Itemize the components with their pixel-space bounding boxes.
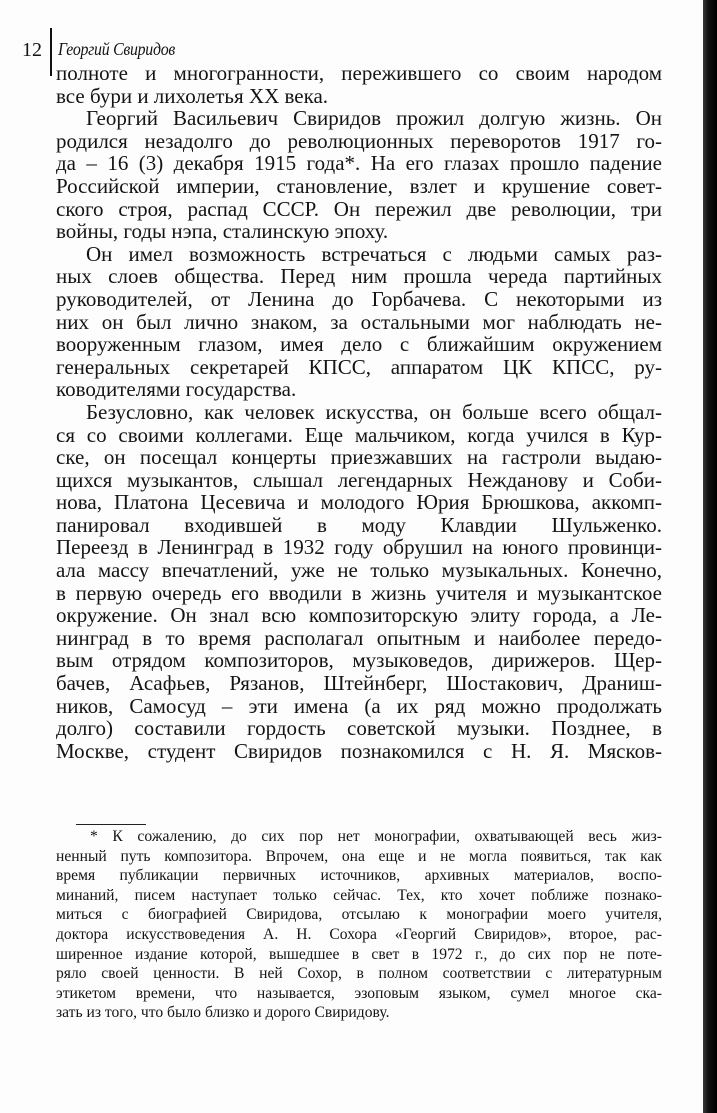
text-line: Безусловно, как человек искусства, он больше всего общал- <box>86 399 662 424</box>
page-edge-shadow <box>703 0 717 1113</box>
footnote-line: ряло своей ценности. В ней Сохор, в полном соответствии с литературным <box>56 965 662 983</box>
text-line: Российской империи, становление, взлет и крушение совет- <box>56 173 662 198</box>
text-line: вым отрядом композиторов, музыковедов, дирижеров. Щер- <box>56 648 662 673</box>
text-line: окружение. Он знал всю композиторскую элиту города, а Ле- <box>56 603 662 628</box>
text-line: Георгий Васильевич Свиридов прожил долгую жизнь. Он <box>86 106 662 131</box>
footnote-separator <box>76 824 146 825</box>
text-line: щихся музыкантов, слышал легендарных Нежданову и Соби- <box>56 467 662 492</box>
footnote-line: зать из того, что было близко и дорого Свиридову. <box>56 1004 390 1022</box>
footnote-line: этикетом времени, что называется, эзоповым языком, сумел многое ска- <box>56 984 662 1002</box>
text-line: генеральных секретарей КПСС, аппаратом ЦК КПСС, ру- <box>56 354 662 379</box>
text-line: панировал входившей в моду Клавдии Шульженко. <box>56 512 662 537</box>
text-line: все бури и лихолетья XX века. <box>56 83 329 108</box>
footnote-line: доктора искусствоведения А. Н. Сохора «Георгий Свиридов», второе, рас- <box>56 925 662 943</box>
footnote <box>56 827 662 1023</box>
text-line: да – 16 (3) декабря 1915 года*. На его глазах прошло падение <box>56 151 662 176</box>
text-line: ала массу впечатлений, уже не только музыкальных. Конечно, <box>56 558 662 583</box>
text-line: нова, Платона Цесевича и молодого Юрия Брюшкова, аккомп- <box>56 490 662 515</box>
text-line: вооруженным глазом, имея дело с ближайшим окружением <box>56 332 662 357</box>
page-number: 12 <box>22 39 42 61</box>
text-line: родился незадолго до революционных переворотов 1917 го- <box>56 128 662 153</box>
text-line: бачев, Асафьев, Рязанов, Штейнберг, Шостакович, Драниш- <box>56 671 662 696</box>
text-line: ске, он посещал концерты приезжавших на гастроли выдаю- <box>56 445 662 470</box>
text-line: в первую очередь его вводили в жизнь учителя и музыкантское <box>56 580 662 605</box>
footnote-line: минаний, писем наступает только сейчас. Тех, кто хочет поближе познако- <box>56 886 662 904</box>
text-line: ся со своими коллегами. Еще мальчиком, когда учился в Кур- <box>56 422 662 447</box>
text-line: них он был лично знаком, за остальными мог наблюдать не- <box>56 309 662 334</box>
text-line: войны, годы нэпа, сталинскую эпоху. <box>56 219 389 244</box>
text-line: нинград в то время располагал опытным и наиболее передо- <box>56 625 662 650</box>
footnote-line: миться с биографией Свиридова, отсылаю к монографии моего учителя, <box>56 906 662 924</box>
text-line: полноте и многогранности, пережившего со своим народом <box>56 61 662 85</box>
main-text <box>56 62 662 762</box>
footnote-line: время публикации первичных источников, архивных материалов, воспо- <box>56 867 662 885</box>
text-line: долго) составили гордость советской музыки. Позднее, в <box>56 716 662 741</box>
text-line: руководителей, от Ленина до Горбачева. С некоторыми из <box>56 286 662 311</box>
footnote-line: ширенное издание которой, вышедшее в свет в 1972 г., до сих пор не поте- <box>56 945 662 963</box>
text-line: ского строя, распад СССР. Он пережил две революции, три <box>56 196 662 221</box>
running-title: Георгий Свиридов <box>58 39 175 59</box>
header-divider <box>50 28 52 76</box>
footnote-line: ненный путь композитора. Впрочем, она еще и не могла появиться, так как <box>56 847 662 865</box>
text-line: ных слоев общества. Перед ним прошла череда партийных <box>56 264 662 289</box>
text-line: Он имел возможность встречаться с людьми самых раз- <box>86 241 662 266</box>
text-line: Переезд в Ленинград в 1932 году обрушил на юного провинци- <box>56 535 662 560</box>
footnote-line: * К сожалению, до сих пор нет монографии, охватывающей весь жиз- <box>90 828 662 845</box>
text-line: ководителями государства. <box>56 377 297 402</box>
text-line: Москве, студент Свиридов познакомился с Н. Я. Мясков- <box>56 738 662 763</box>
text-line: ников, Самосуд – эти имена (а их ряд можно продолжать <box>56 693 662 718</box>
